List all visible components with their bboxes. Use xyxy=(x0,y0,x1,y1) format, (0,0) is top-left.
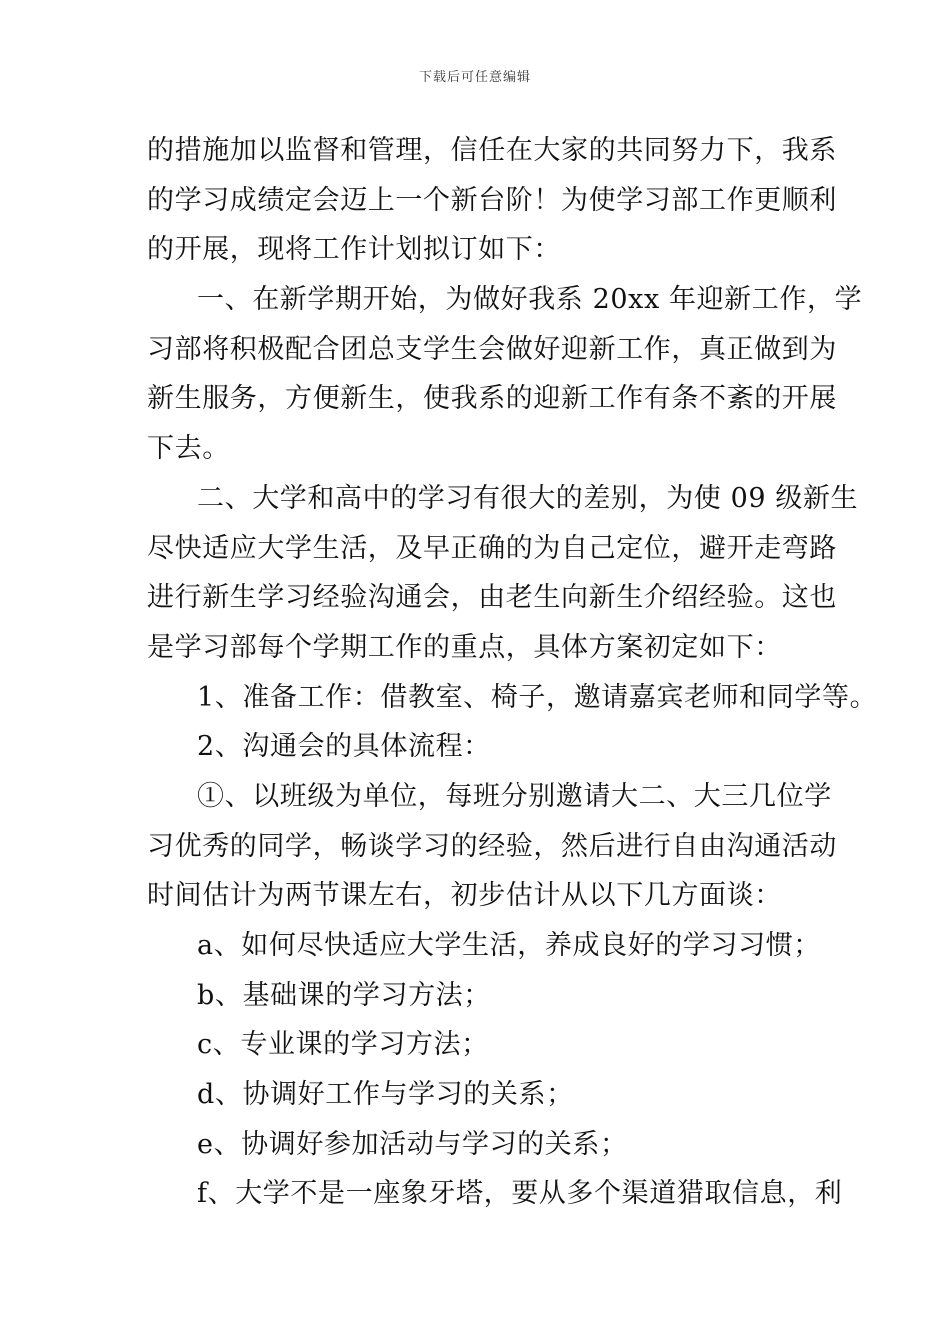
list-item: a、如何尽快适应大学生活，养成良好的学习习惯； xyxy=(197,930,821,961)
list-item: f、大学不是一座象牙塔，要从多个渠道猎取信息，利 xyxy=(197,1178,843,1210)
list-item: c、专业课的学习方法； xyxy=(197,1029,489,1061)
text-line: 新生服务，方便新生，使我系的迎新工作有条不紊的开展 xyxy=(147,383,837,415)
text-line: 时间估计为两节课左右，初步估计从以下几方面谈： xyxy=(147,880,782,912)
text-line: 习部将积极配合团总支学生会做好迎新工作，真正做到为 xyxy=(147,333,837,365)
text-line: 的学习成绩定会迈上一个新台阶！为使学习部工作更顺利 xyxy=(147,184,837,216)
paragraph-first-line: 二、大学和高中的学习有很大的差别，为使 09 级新生 xyxy=(197,482,859,514)
page-header: 下载后可任意编辑 xyxy=(418,70,531,85)
list-item: 1、准备工作：借教室、椅子，邀请嘉宾老师和同学等。 xyxy=(197,681,878,713)
list-item: ①、以班级为单位，每班分别邀请大二、大三几位学 xyxy=(197,780,832,812)
list-item: 2、沟通会的具体流程： xyxy=(197,731,491,763)
document-body xyxy=(147,126,878,1219)
text-line: 的措施加以监督和管理，信任在大家的共同努力下，我系 xyxy=(147,135,837,166)
text-line: 习优秀的同学，畅谈学习的经验，然后进行自由沟通活动 xyxy=(147,830,837,862)
text-line: 的开展，现将工作计划拟订如下： xyxy=(147,234,561,266)
list-item: b、基础课的学习方法； xyxy=(197,979,491,1011)
text-line: 进行新生学习经验沟通会，由老生向新生介绍经验。这也 xyxy=(147,582,837,614)
text-line: 是学习部每个学期工作的重点，具体方案初定如下： xyxy=(147,631,782,663)
paragraph-first-line: 一、在新学期开始，为做好我系 20xx 年迎新工作，学 xyxy=(197,284,863,316)
list-item: d、协调好工作与学习的关系； xyxy=(197,1079,574,1111)
list-item: e、协调好参加活动与学习的关系； xyxy=(197,1128,628,1160)
text-line: 下去。 xyxy=(147,433,230,465)
text-line: 尽快适应大学生活，及早正确的为自己定位，避开走弯路 xyxy=(147,532,837,564)
